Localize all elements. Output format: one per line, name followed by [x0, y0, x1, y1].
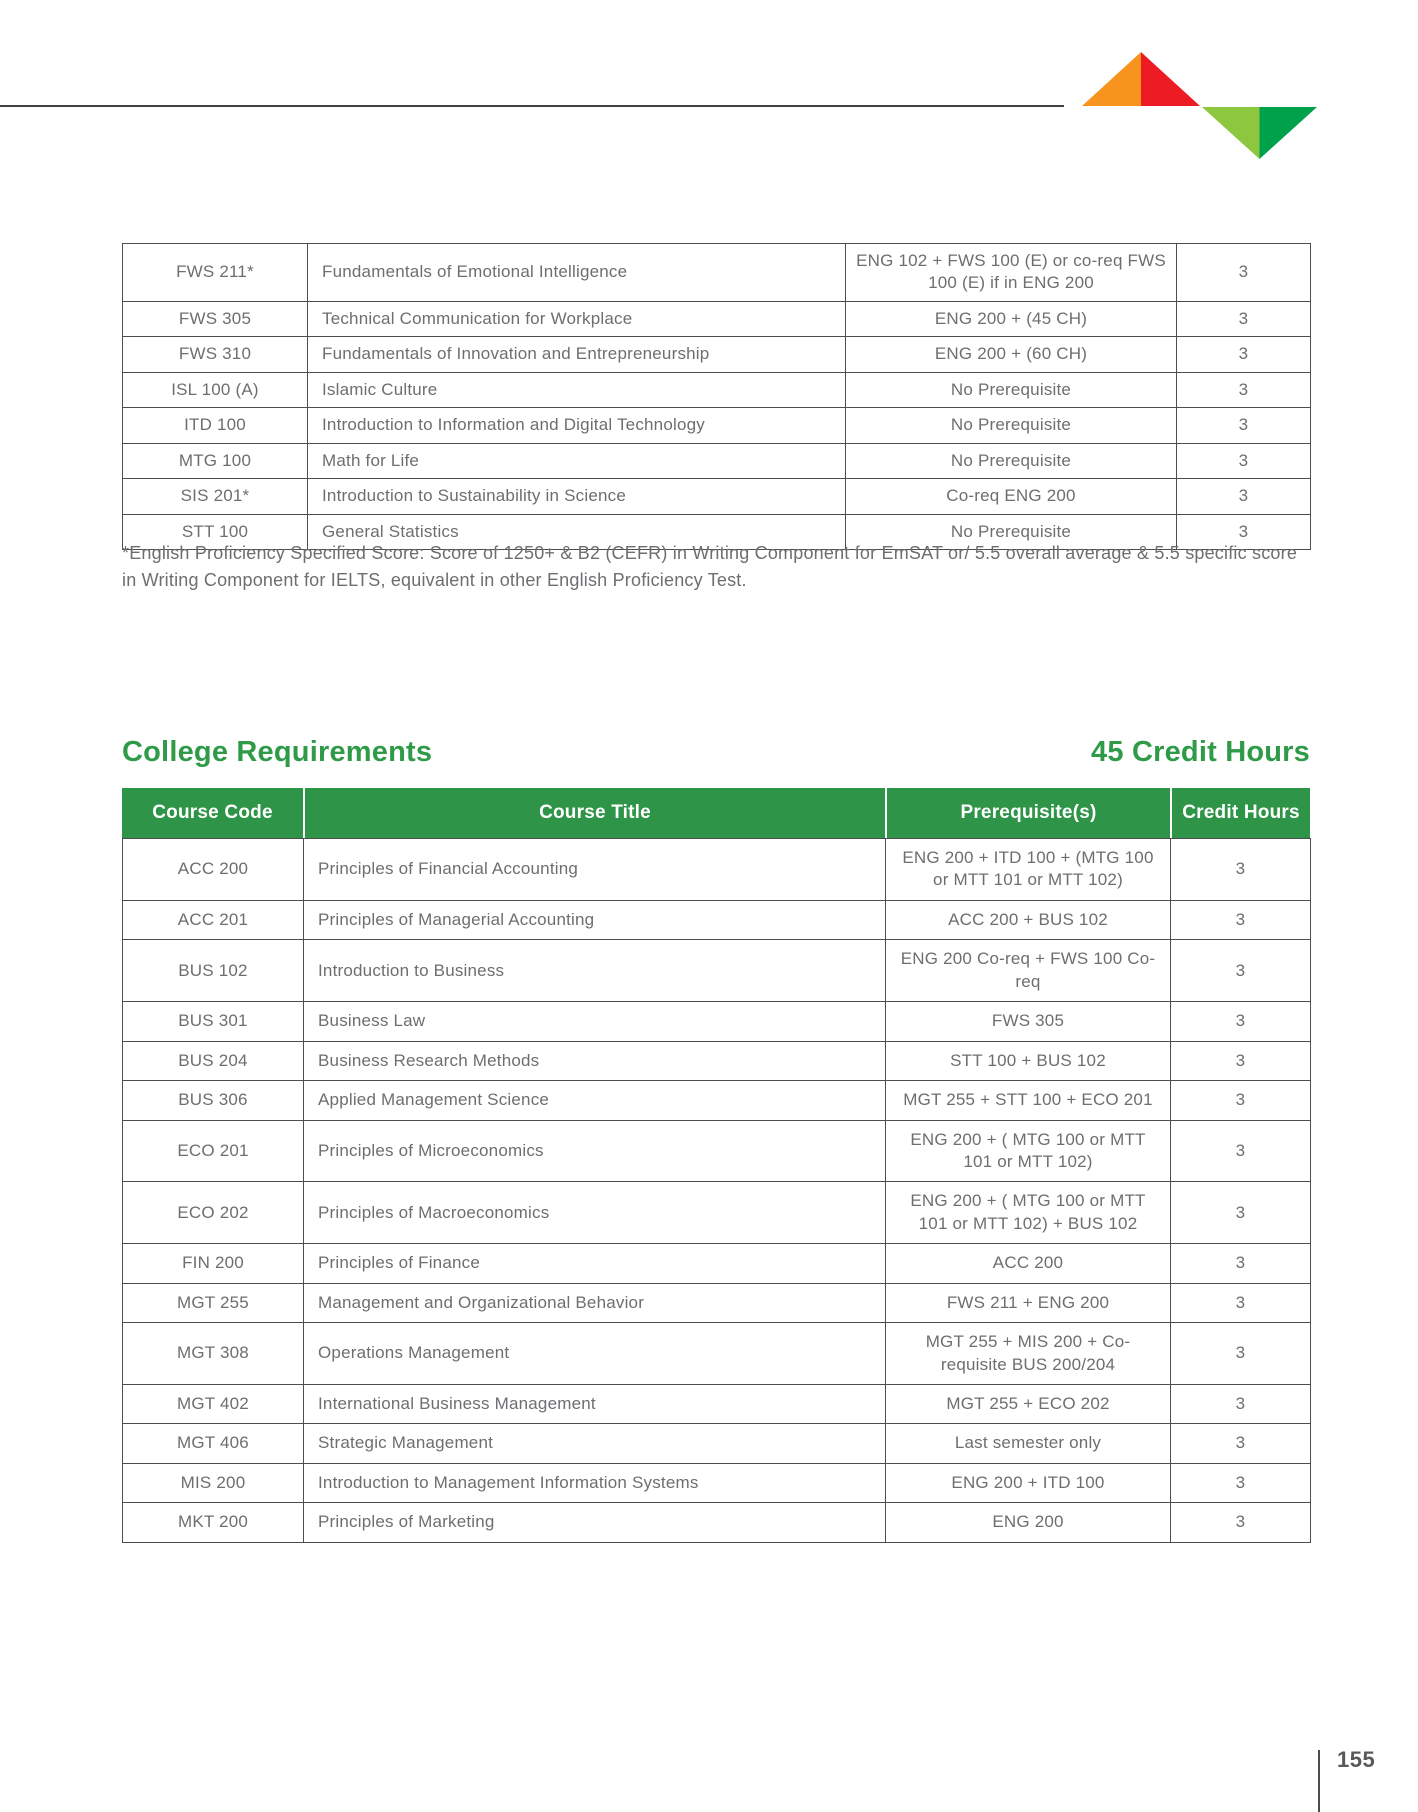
course-code-cell: MIS 200: [123, 1463, 304, 1502]
course-code-cell: ACC 201: [123, 900, 304, 939]
course-code-cell: SIS 201*: [123, 479, 308, 514]
prerequisite-cell: ENG 200: [886, 1503, 1171, 1542]
course-title-cell: Principles of Microeconomics: [304, 1120, 886, 1182]
logo-light-green-triangle: [1202, 107, 1260, 159]
logo-orange-triangle: [1082, 52, 1141, 106]
course-title-cell: Islamic Culture: [308, 372, 846, 407]
course-code-cell: ISL 100 (A): [123, 372, 308, 407]
prerequisite-cell: ENG 200 + ( MTG 100 or MTT 101 or MTT 102) + BUS 102: [886, 1182, 1171, 1244]
course-code-cell: ECO 201: [123, 1120, 304, 1182]
course-title-cell: Principles of Marketing: [304, 1503, 886, 1542]
course-code-cell: FWS 211*: [123, 244, 308, 302]
course-title-cell: Technical Communication for Workplace: [308, 301, 846, 336]
credit-hours-cell: 3: [1177, 408, 1311, 443]
course-code-cell: ITD 100: [123, 408, 308, 443]
course-title-cell: Applied Management Science: [304, 1081, 886, 1120]
credit-hours-cell: 3: [1177, 301, 1311, 336]
course-code-cell: STT 100: [123, 514, 308, 549]
table-row: [123, 1323, 1311, 1385]
table-row: [123, 301, 1311, 336]
credit-hours-cell: 3: [1171, 1002, 1311, 1041]
prerequisite-cell: ENG 200 + (60 CH): [846, 337, 1177, 372]
prerequisite-cell: ENG 200 + (45 CH): [846, 301, 1177, 336]
general-requirements-table: [122, 243, 1311, 550]
course-title-cell: Introduction to Business: [304, 940, 886, 1002]
table-row: [123, 443, 1311, 478]
credit-hours-cell: 3: [1177, 443, 1311, 478]
prerequisite-cell: ACC 200 + BUS 102: [886, 900, 1171, 939]
prerequisite-cell: ENG 200 + ITD 100 + (MTG 100 or MTT 101 or MTT 102): [886, 839, 1171, 901]
section-title: College Requirements: [122, 736, 433, 768]
course-code-cell: MGT 402: [123, 1385, 304, 1424]
section-credit-total: 45 Credit Hours: [1091, 736, 1310, 768]
course-code-cell: ACC 200: [123, 839, 304, 901]
credit-hours-cell: 3: [1171, 940, 1311, 1002]
table-row: [123, 1002, 1311, 1041]
course-title-cell: Math for Life: [308, 443, 846, 478]
course-title-cell: Principles of Finance: [304, 1244, 886, 1283]
course-title-cell: General Statistics: [308, 514, 846, 549]
table-row: [123, 1424, 1311, 1463]
course-title-cell: Business Research Methods: [304, 1041, 886, 1080]
prerequisite-cell: ENG 200 + ( MTG 100 or MTT 101 or MTT 102): [886, 1120, 1171, 1182]
course-code-cell: MTG 100: [123, 443, 308, 478]
prerequisite-cell: Co-req ENG 200: [846, 479, 1177, 514]
prerequisite-cell: ENG 200 Co-req + FWS 100 Co-req: [886, 940, 1171, 1002]
table-row: [123, 1182, 1311, 1244]
course-title-cell: Principles of Financial Accounting: [304, 839, 886, 901]
course-code-cell: MGT 308: [123, 1323, 304, 1385]
table-row: [123, 900, 1311, 939]
table-row: [123, 1081, 1311, 1120]
course-code-cell: FWS 305: [123, 301, 308, 336]
course-title-cell: Principles of Managerial Accounting: [304, 900, 886, 939]
course-code-cell: BUS 306: [123, 1081, 304, 1120]
course-title-cell: Introduction to Sustainability in Science: [308, 479, 846, 514]
prerequisite-cell: ENG 102 + FWS 100 (E) or co-req FWS 100 (E) if in ENG 200: [846, 244, 1177, 302]
logo-red-triangle: [1141, 52, 1200, 106]
prerequisite-cell: MGT 255 + MIS 200 + Co-requisite BUS 200/204: [886, 1323, 1171, 1385]
course-code-cell: MGT 406: [123, 1424, 304, 1463]
college-requirements-table-body: [123, 839, 1311, 1543]
college-table-header-row: [122, 788, 1310, 838]
course-title-cell: Fundamentals of Emotional Intelligence: [308, 244, 846, 302]
prerequisite-cell: No Prerequisite: [846, 514, 1177, 549]
course-code-cell: BUS 102: [123, 940, 304, 1002]
table-row: [123, 1041, 1311, 1080]
course-title-cell: Strategic Management: [304, 1424, 886, 1463]
header-divider-line: [0, 105, 1064, 107]
credit-hours-cell: 3: [1171, 1182, 1311, 1244]
credit-hours-cell: 3: [1171, 1385, 1311, 1424]
section-heading: [122, 736, 1310, 769]
course-title-cell: Introduction to Management Information Systems: [304, 1463, 886, 1502]
prerequisite-cell: Last semester only: [886, 1424, 1171, 1463]
course-code-cell: MGT 255: [123, 1283, 304, 1322]
table-row: [123, 1120, 1311, 1182]
credit-hours-cell: 3: [1171, 839, 1311, 901]
course-title-cell: Introduction to Information and Digital Technology: [308, 408, 846, 443]
table-row: [123, 479, 1311, 514]
header-course-code: Course Code: [122, 788, 303, 838]
credit-hours-cell: 3: [1171, 900, 1311, 939]
logo-dark-green-triangle: [1260, 107, 1318, 159]
footer-divider-line: [1318, 1750, 1320, 1812]
prerequisite-cell: FWS 211 + ENG 200: [886, 1283, 1171, 1322]
prerequisite-cell: FWS 305: [886, 1002, 1171, 1041]
credit-hours-cell: 3: [1171, 1041, 1311, 1080]
header-credit-hours: Credit Hours: [1170, 788, 1310, 838]
course-code-cell: FWS 310: [123, 337, 308, 372]
credit-hours-cell: 3: [1171, 1424, 1311, 1463]
table-row: [123, 1244, 1311, 1283]
course-title-cell: Management and Organizational Behavior: [304, 1283, 886, 1322]
general-requirements-table-body: [123, 244, 1311, 550]
credit-hours-cell: 3: [1171, 1081, 1311, 1120]
table-row: [123, 940, 1311, 1002]
course-code-cell: BUS 204: [123, 1041, 304, 1080]
table-row: [123, 337, 1311, 372]
credit-hours-cell: 3: [1171, 1503, 1311, 1542]
header-course-title: Course Title: [303, 788, 885, 838]
course-title-cell: Business Law: [304, 1002, 886, 1041]
credit-hours-cell: 3: [1177, 479, 1311, 514]
english-proficiency-footnote: *English Proficiency Specified Score: Score of 1250+ & B2 (CEFR) in Writing Component for EmSAT or/ 5.5 overall average & 5.5 specific score in Writing Component for IELTS, equivalent in other English Proficiency Test.: [122, 543, 1298, 590]
credit-hours-cell: 3: [1171, 1283, 1311, 1322]
prerequisite-cell: MGT 255 + ECO 202: [886, 1385, 1171, 1424]
university-triangles-logo-icon: [1082, 52, 1318, 159]
course-title-cell: International Business Management: [304, 1385, 886, 1424]
credit-hours-cell: 3: [1177, 337, 1311, 372]
course-title-cell: Fundamentals of Innovation and Entrepreneurship: [308, 337, 846, 372]
course-title-cell: Principles of Macroeconomics: [304, 1182, 886, 1244]
table-row: [123, 408, 1311, 443]
prerequisite-cell: MGT 255 + STT 100 + ECO 201: [886, 1081, 1171, 1120]
prerequisite-cell: No Prerequisite: [846, 372, 1177, 407]
table-row: [123, 244, 1311, 302]
prerequisite-cell: No Prerequisite: [846, 408, 1177, 443]
college-requirements-table: [122, 838, 1311, 1543]
credit-hours-cell: 3: [1177, 244, 1311, 302]
credit-hours-cell: 3: [1177, 514, 1311, 549]
prerequisite-cell: STT 100 + BUS 102: [886, 1041, 1171, 1080]
credit-hours-cell: 3: [1171, 1120, 1311, 1182]
credit-hours-cell: 3: [1171, 1244, 1311, 1283]
course-title-cell: Operations Management: [304, 1323, 886, 1385]
table-row: [123, 839, 1311, 901]
table-row: [123, 1463, 1311, 1502]
page-number: 155: [1337, 1747, 1376, 1772]
prerequisite-cell: No Prerequisite: [846, 443, 1177, 478]
credit-hours-cell: 3: [1171, 1463, 1311, 1502]
credit-hours-cell: 3: [1177, 372, 1311, 407]
prerequisite-cell: ACC 200: [886, 1244, 1171, 1283]
credit-hours-cell: 3: [1171, 1323, 1311, 1385]
course-code-cell: BUS 301: [123, 1002, 304, 1041]
table-row: [123, 1283, 1311, 1322]
header-prerequisites: Prerequisite(s): [885, 788, 1170, 838]
prerequisite-cell: ENG 200 + ITD 100: [886, 1463, 1171, 1502]
course-code-cell: FIN 200: [123, 1244, 304, 1283]
table-row: [123, 1503, 1311, 1542]
course-code-cell: MKT 200: [123, 1503, 304, 1542]
course-code-cell: ECO 202: [123, 1182, 304, 1244]
table-row: [123, 1385, 1311, 1424]
table-row: [123, 372, 1311, 407]
